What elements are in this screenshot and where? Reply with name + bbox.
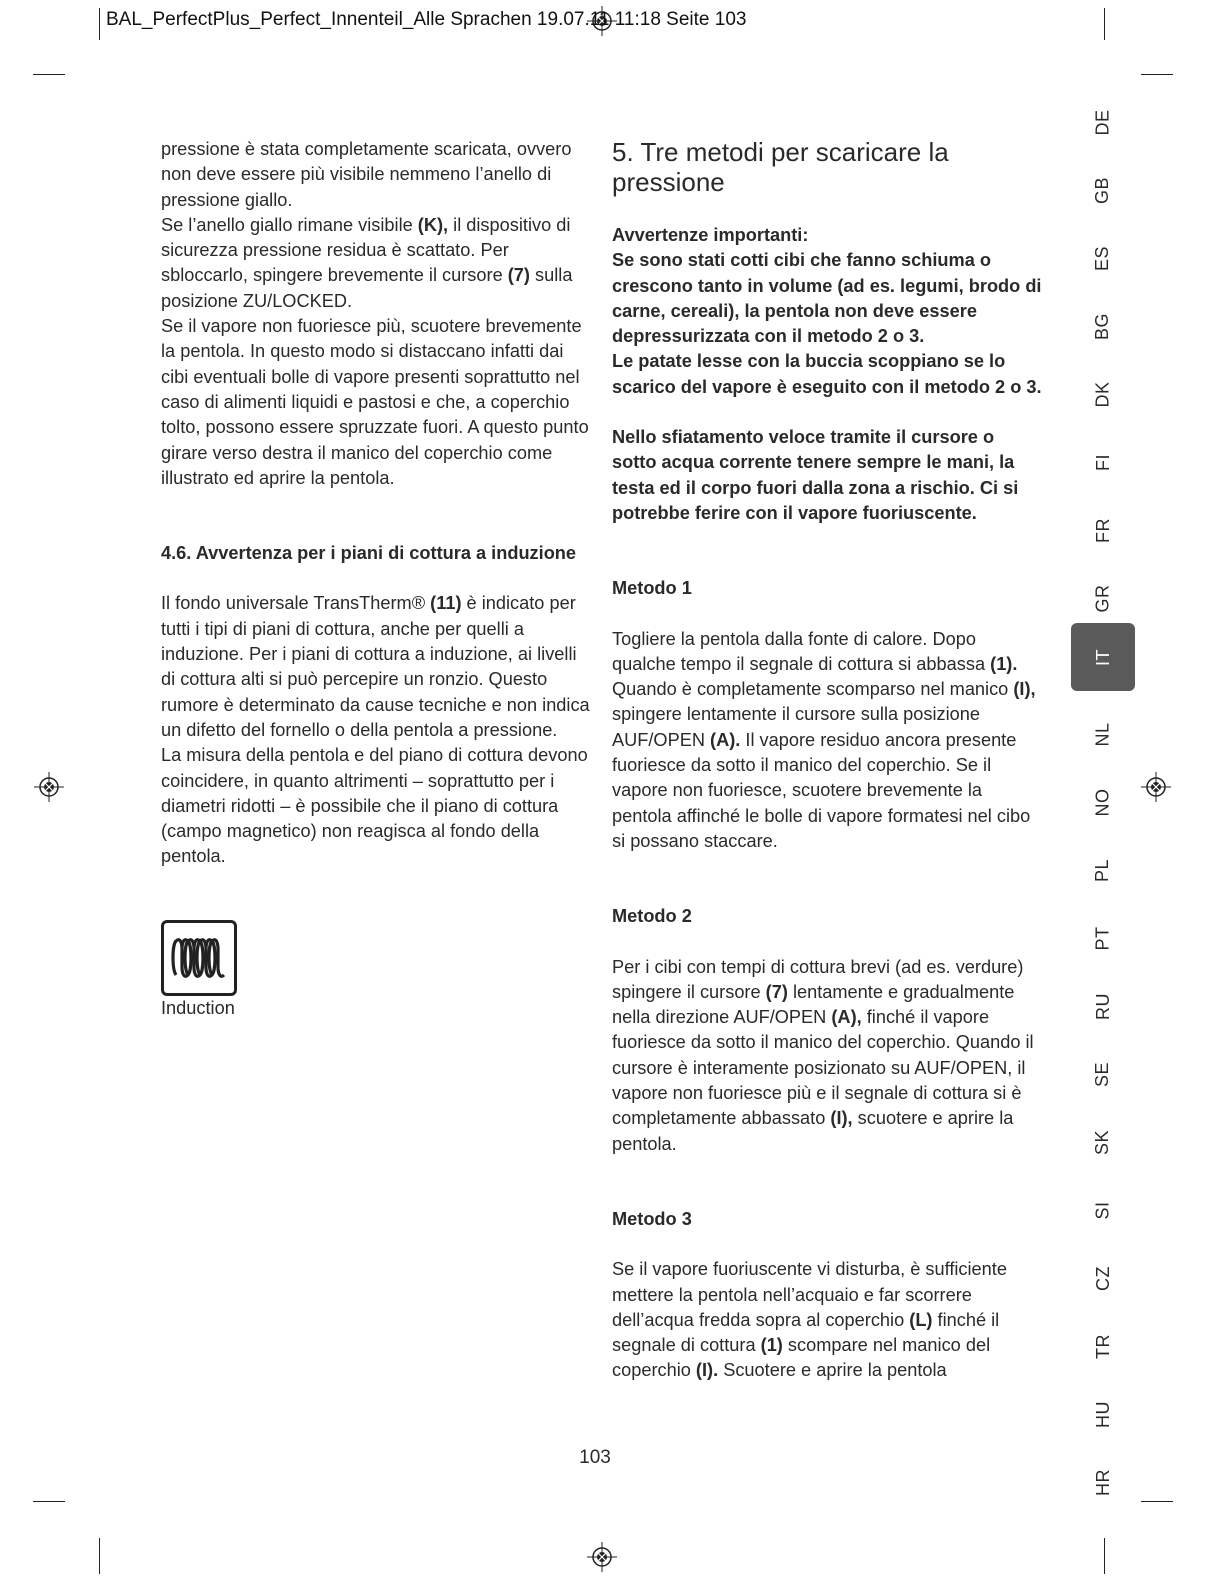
crop-mark <box>1141 74 1173 75</box>
metodo-2-text: Per i cibi con tempi di cottura brevi (ad es. verdure) spingere il cursore (7) lentamente e gradualmente nella direzione AUF/OPEN (A), finché il vapore fuoriesce da sotto il manico del coperchio. Quando il cursore è interamente posizionato su AUF/OPEN, il vapore non fuoriesce più e il segnale di cottura si è completamente abbassato (I), scuotere e aprire la pentola. <box>612 956 1034 1154</box>
metodo-3-text: Se il vapore fuoriuscente vi disturba, è sufficiente mettere la pentola nell’acquaio e far scorrere dell’acqua fredda sopra al coperchio (L) finché il segnale di cottura (1) scompare nel manico del coperchio (I). Scuotere e aprire la pentola <box>612 1259 1007 1381</box>
lang-tab-de[interactable]: DE <box>1092 108 1113 136</box>
crop-mark <box>33 74 65 75</box>
metodo-3-heading: Metodo 3 <box>612 1208 692 1229</box>
lang-tab-gr[interactable]: GR <box>1092 584 1113 612</box>
lang-tab-it-active[interactable]: IT <box>1071 623 1135 691</box>
lang-tab-nl[interactable]: NL <box>1092 721 1113 747</box>
lang-tab-cz[interactable]: CZ <box>1092 1265 1113 1291</box>
crop-mark <box>1104 8 1105 40</box>
lang-tab-sk[interactable]: SK <box>1092 1129 1113 1155</box>
paragraph-residual-pressure: Se l’anello giallo rimane visibile (K), il dispositivo di sicurezza pressione residua è scattato. Per sbloccarlo, spingere brevemente il cursore (7) sulla posizione ZU/LOCKED. <box>161 214 573 311</box>
paragraph-steam-release: Se il vapore non fuoriesce più, scuotere brevemente la pentola. In questo modo si distaccano infatti dai cibi eventuali bolle di vapore presenti soprattutto nel caso di alimenti liquidi e pastosi e che, a coperchio tolto, possono essere spruzzate fuori. A questo punto girare verso destra il manico del coperchio come illustrato ed aprire la pentola. <box>161 316 589 488</box>
crop-mark <box>99 8 100 40</box>
intro-line: non deve essere più visibile nemmeno l’anello di <box>161 164 552 185</box>
section-title: 5. Tre metodi per scaricare la pressione <box>612 137 949 197</box>
metodo-1-text: Togliere la pentola dalla fonte di calore. Dopo qualche tempo il segnale di cottura si abbassa (1). Quando è completamente scomparso nel manico (I), spingere lentamente il cursore sulla posizione AUF/OPEN (A). Il vapore residuo ancora presente fuoriesce da sotto il manico del coperchio. Se il vapore non fuoriesce, scuotere brevemente la pentola affinché le bolle di vapore formatesi nel cibo si possano staccare. <box>612 628 1036 851</box>
intro-line: pressione è stata completamente scaricata, ovvero <box>161 139 572 159</box>
lang-tab-se[interactable]: SE <box>1092 1061 1113 1087</box>
crop-mark <box>99 1538 100 1574</box>
warning-danger-zone: Nello sfiatamento veloce tramite il cursore o sotto acqua corrente tenere sempre le mani, la testa ed il corpo fuori dalla zona a rischio. Ci si potrebbe ferire con il vapore fuoriuscente. <box>612 427 1019 523</box>
crop-mark <box>1141 1501 1173 1502</box>
paragraph-pot-size: La misura della pentola e del piano di cottura devono coincidere, in quanto altrimenti – soprattutto per i diametri ridotti – è possibile che il piano di cottura (campo magnetico) non reagisca al fondo della pentola. <box>161 745 588 867</box>
crop-mark <box>1104 1538 1105 1574</box>
lang-tab-dk[interactable]: DK <box>1092 380 1113 408</box>
lang-tab-hu[interactable]: HU <box>1092 1400 1113 1428</box>
right-column <box>612 137 1042 1384</box>
lang-tab-es[interactable]: ES <box>1092 245 1113 271</box>
warning-heading: Avvertenze importanti: <box>612 225 809 245</box>
lang-tab-ru[interactable]: RU <box>1092 992 1113 1020</box>
warning-potatoes: Le patate lesse con la buccia scoppiano se lo scarico del vapore è eseguito con il metodo 2 o 3. <box>612 351 1042 397</box>
registration-mark-icon <box>587 1542 617 1572</box>
metodo-1-heading: Metodo 1 <box>612 578 692 599</box>
induction-label: Induction <box>161 997 235 1018</box>
print-slug-header: BAL_PerfectPlus_Perfect_Innenteil_Alle Sprachen 19.07.11 11:18 Seite 103 <box>106 9 747 30</box>
section-heading-induction: 4.6. Avvertenza per i piani di cottura a induzione <box>161 543 577 564</box>
lang-tab-tr[interactable]: TR <box>1092 1333 1113 1359</box>
induction-icon <box>161 920 237 996</box>
lang-tab-bg[interactable]: BG <box>1092 312 1113 340</box>
lang-tab-gb[interactable]: GB <box>1092 176 1113 204</box>
lang-tab-fi[interactable]: FI <box>1092 453 1113 471</box>
paragraph-transtherm: Il fondo universale TransTherm® (11) è indicato per tutti i tipi di piani di cottura, anche per quelli a induzione. Per i piani di cottura a induzione, ai livelli di cottura alti si può percepire un ronzio. Questo rumore è determinato da cause tecniche e non indica un difetto del fornello o della pentola a pressione. <box>161 593 590 740</box>
warning-foaming-foods: Se sono stati cotti cibi che fanno schiuma o crescono tanto in volume (ad es. legumi, brodo di carne, cereali), la pentola non deve essere depressurizzata con il metodo 2 o 3. <box>612 250 1042 347</box>
crop-mark <box>33 1501 65 1502</box>
intro-line: pressione giallo. <box>161 189 293 210</box>
coil-icon <box>170 935 228 981</box>
lang-tab-fr[interactable]: FR <box>1092 517 1113 543</box>
left-column <box>161 137 591 1021</box>
lang-tab-pt[interactable]: PT <box>1092 925 1113 951</box>
lang-tab-si[interactable]: SI <box>1092 1200 1113 1220</box>
registration-mark-icon <box>34 772 64 802</box>
metodo-2-heading: Metodo 2 <box>612 906 692 927</box>
lang-tab-hr[interactable]: HR <box>1092 1468 1113 1496</box>
page-number: 103 <box>579 1447 611 1468</box>
registration-mark-icon <box>1141 772 1171 802</box>
lang-tab-no[interactable]: NO <box>1092 788 1113 816</box>
lang-tab-pl[interactable]: PL <box>1092 858 1113 882</box>
